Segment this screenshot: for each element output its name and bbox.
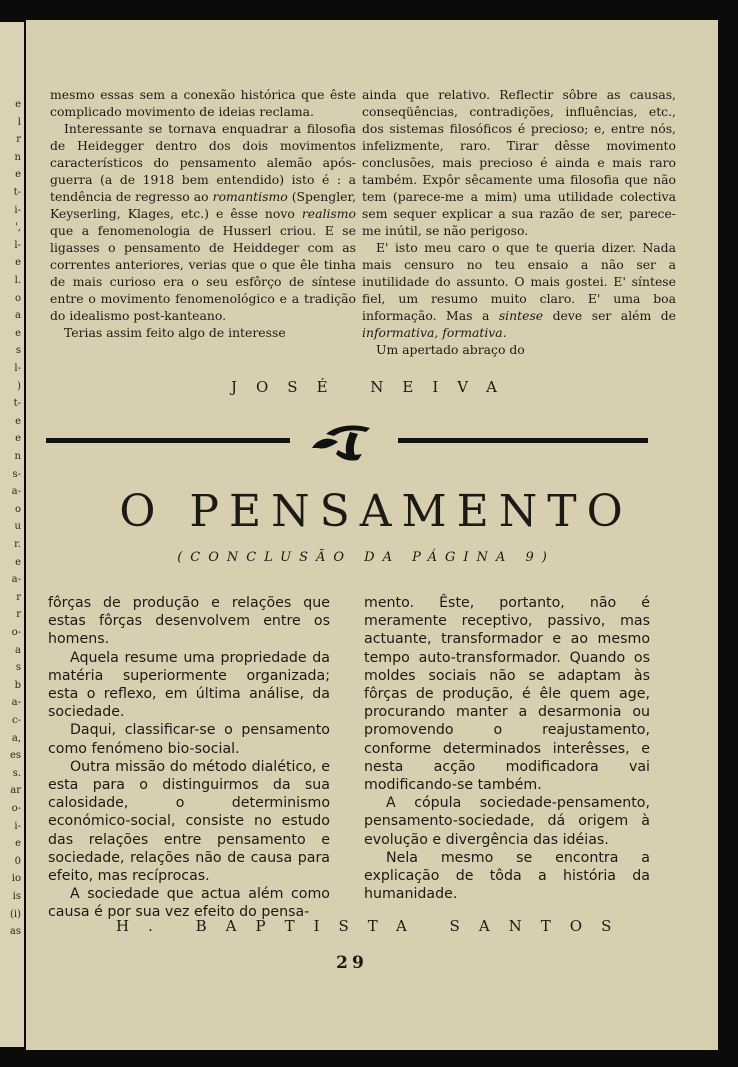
strip-char: s — [15, 662, 21, 674]
paragraph: Aquela resume uma propriedade da matéria superiormente organizada; esta o reflexo, em última análise, da sociedade. — [48, 649, 330, 721]
strip-char: r — [16, 591, 21, 603]
paragraph: mesmo essas sem a conexão histórica que êste complicado movimento de ideias reclama. — [50, 87, 356, 119]
strip-char: 0 — [14, 855, 21, 867]
strip-char: l. — [14, 275, 21, 286]
paragraph: Um apertado abraço do — [376, 342, 525, 357]
strip-char: s — [15, 345, 21, 357]
article-signature: H. BAPTISTA SANTOS — [116, 917, 631, 935]
strip-char: l- — [14, 239, 21, 251]
strip-char: e — [15, 169, 21, 181]
strip-char: s- — [12, 468, 21, 480]
adjacent-page-strip — [0, 22, 24, 1047]
strip-char: s. — [12, 767, 21, 779]
italic-text: informativa, formativa. — [362, 325, 507, 340]
flourish-ornament-icon — [308, 420, 378, 464]
paragraph: mento. Êste, portanto, não é meramente receptivo, passivo, mas actuante, transformador e ao mesmo tempo auto-transformador. Quando os moldes sociais não se adaptam às fôrças de produção, é êle quem age, procurando manter a desarmonia ou promovendo o reajustamento, conforme determinados interêsses, e nesta acção modificadora vai modificando-se também. — [364, 595, 650, 794]
letter-column-left — [50, 86, 356, 341]
strip-char: u — [14, 521, 21, 533]
strip-char: o — [14, 503, 21, 515]
paragraph: Terias assim feito algo de interesse — [64, 325, 286, 340]
strip-char: is — [12, 891, 21, 902]
strip-char: n — [14, 451, 21, 462]
strip-char: io — [11, 873, 21, 885]
strip-char: a — [15, 644, 21, 656]
article-column-left — [48, 594, 330, 922]
paragraph: ainda que relativo. Reflectir sôbre as causas, conseqüências, contradições, influências, etc., dos sistemas filosóficos é precioso; e, entre nós, infelizmente, raro. Tirar dêsse movimento conclusões, mais precioso é ainda e mais raro também. Expôr sêcamente uma filosofia que não tem (parece-me a mim) uma utilidade colectiva sem sequer explicar a sua razão de ser, parece-me inútil, se não perigoso. — [362, 87, 676, 238]
strip-char: e — [15, 415, 21, 427]
strip-char: t- — [13, 187, 21, 198]
strip-char: l — [17, 116, 21, 128]
italic-text: sintese — [498, 308, 544, 323]
strip-char: i- — [14, 204, 21, 216]
strip-char: t- — [13, 398, 21, 410]
strip-char: e — [15, 99, 21, 110]
strip-char: l- — [14, 363, 21, 374]
strip-char: c- — [12, 715, 21, 726]
strip-char: o- — [11, 803, 21, 814]
letter-column-right — [362, 86, 676, 358]
paragraph: A sociedade que actua além como causa é por sua vez efeito do pensa- — [48, 886, 330, 921]
strip-char: e — [15, 257, 21, 269]
italic-text: romantismo — [212, 189, 288, 204]
strip-char: ) — [17, 380, 21, 392]
article-subtitle: (CONCLUSÃO DA PÁGINA 9) — [177, 550, 555, 565]
book-page — [26, 20, 718, 1050]
strip-char: o- — [11, 627, 21, 638]
paragraph: E' isto meu caro o que te queria dizer. Nada mais censuro no teu ensaio a não ser a inutilidade do assunto. O mais gostei. E' síntese fiel, um resumo muito claro. E' uma boa informação. Mas a sintese deve ser além de informativa, formativa. — [362, 240, 676, 340]
paragraph: fôrças de produção e relações que estas fôrças desenvolvem entre os homens. — [48, 595, 330, 648]
italic-text: realismo — [301, 206, 356, 221]
strip-char: b — [14, 679, 21, 691]
divider-rule-right — [398, 438, 648, 443]
strip-char: (i) — [9, 908, 21, 920]
page-number: 29 — [336, 953, 368, 973]
strip-char: a- — [11, 697, 21, 709]
letter-signature: JOSÉ NEIVA — [231, 378, 516, 396]
strip-char: r. — [14, 539, 21, 550]
article-column-right — [364, 594, 650, 903]
strip-char: ', — [15, 222, 21, 234]
strip-char: r — [16, 609, 21, 621]
strip-char: a — [15, 310, 21, 322]
strip-char: e — [15, 838, 21, 850]
strip-char: a, — [11, 732, 21, 744]
paragraph: Outra missão do método dialético, e esta para o distinguirmos da sua calosidade, o determinismo económico-social, consiste no estudo das relações entre pensamento e sociedade, relações não de causa para efeito, mas recíprocas. — [48, 758, 330, 885]
strip-char: e — [15, 433, 21, 445]
strip-char: ar — [10, 785, 21, 797]
divider-rule-left — [46, 438, 290, 443]
article-title: O PENSAMENTO — [119, 486, 633, 537]
strip-char: i- — [14, 820, 21, 832]
strip-char: es — [9, 750, 21, 762]
strip-char: o — [14, 292, 21, 304]
strip-char: e — [15, 327, 21, 339]
paragraph: Daqui, classificar-se o pensamento como fenómeno bio-social. — [48, 722, 330, 757]
strip-char: a- — [11, 574, 21, 586]
paragraph: Interessante se tornava enquadrar a filosofia de Heidegger dentro dos dois movimentos característicos do pensamento alemão após-guerra (a de 1918 bem entendido) isto é : a tendência de regresso ao romantismo (Spengler, Keyserling, Klages, etc.) e êsse novo realismo que a fenomenologia de Husserl criou. E se ligasses o pensamento de Heiddeger com as correntes anteriores, verias que o que êle tinha de mais curioso era o seu esfôrço de síntese entre o movimento fenomenológico e a tradição do idealismo post-kanteano. — [50, 121, 357, 323]
paragraph: A cópula sociedade-pensamento, pensamento-sociedade, dá origem à evolução e divergência das idéias. — [364, 795, 650, 848]
paragraph: Nela mesmo se encontra a explicação de tôda a história da humanidade. — [364, 849, 650, 903]
strip-char: as — [9, 926, 21, 938]
strip-char: a- — [11, 486, 21, 498]
strip-char: e — [15, 556, 21, 568]
strip-char: r — [16, 134, 21, 146]
strip-char: n — [14, 151, 21, 163]
